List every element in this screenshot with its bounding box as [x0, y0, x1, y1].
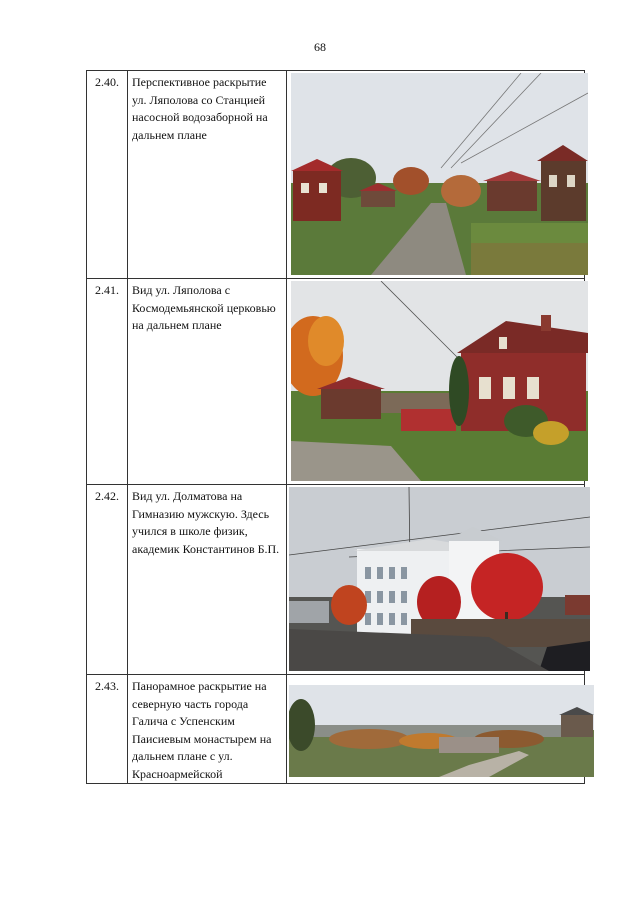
row-description: Вид ул. Долматова на Гимназию мужскую. Здесь учился в школе физик, академик Константинов Б.П.: [128, 485, 287, 675]
row-description: Перспективное раскрытие ул. Ляполова со Станцией насосной водозаборной на дальнем плане: [128, 71, 287, 279]
row-number: 2.43.: [87, 675, 128, 784]
row-number: 2.41.: [87, 279, 128, 485]
photo-street-lyapolova-pump-station: [291, 73, 588, 275]
photo-table: [86, 70, 585, 784]
photo-cell: [287, 71, 585, 279]
page-number: 68: [314, 40, 326, 54]
row-description: Вид ул. Ляполова с Космодемьянской церковью на дальнем плане: [128, 279, 287, 485]
photo-gymnasium: [289, 487, 590, 671]
photo-street-lyapolova-church: [291, 281, 588, 481]
row-description: Панорамное раскрытие на северную часть города Галича с Успенским Паисиевым монастырем на дальнем плане с ул. Красноармейской: [128, 675, 287, 784]
table-row: [87, 675, 585, 784]
table-row: [87, 71, 585, 279]
row-number: 2.42.: [87, 485, 128, 675]
table-row: [87, 485, 585, 675]
photo-panorama-galich: [289, 685, 594, 777]
table-row: [87, 279, 585, 485]
row-number: 2.40.: [87, 71, 128, 279]
photo-cell: [287, 675, 585, 784]
photo-cell: [287, 485, 585, 675]
photo-cell: [287, 279, 585, 485]
